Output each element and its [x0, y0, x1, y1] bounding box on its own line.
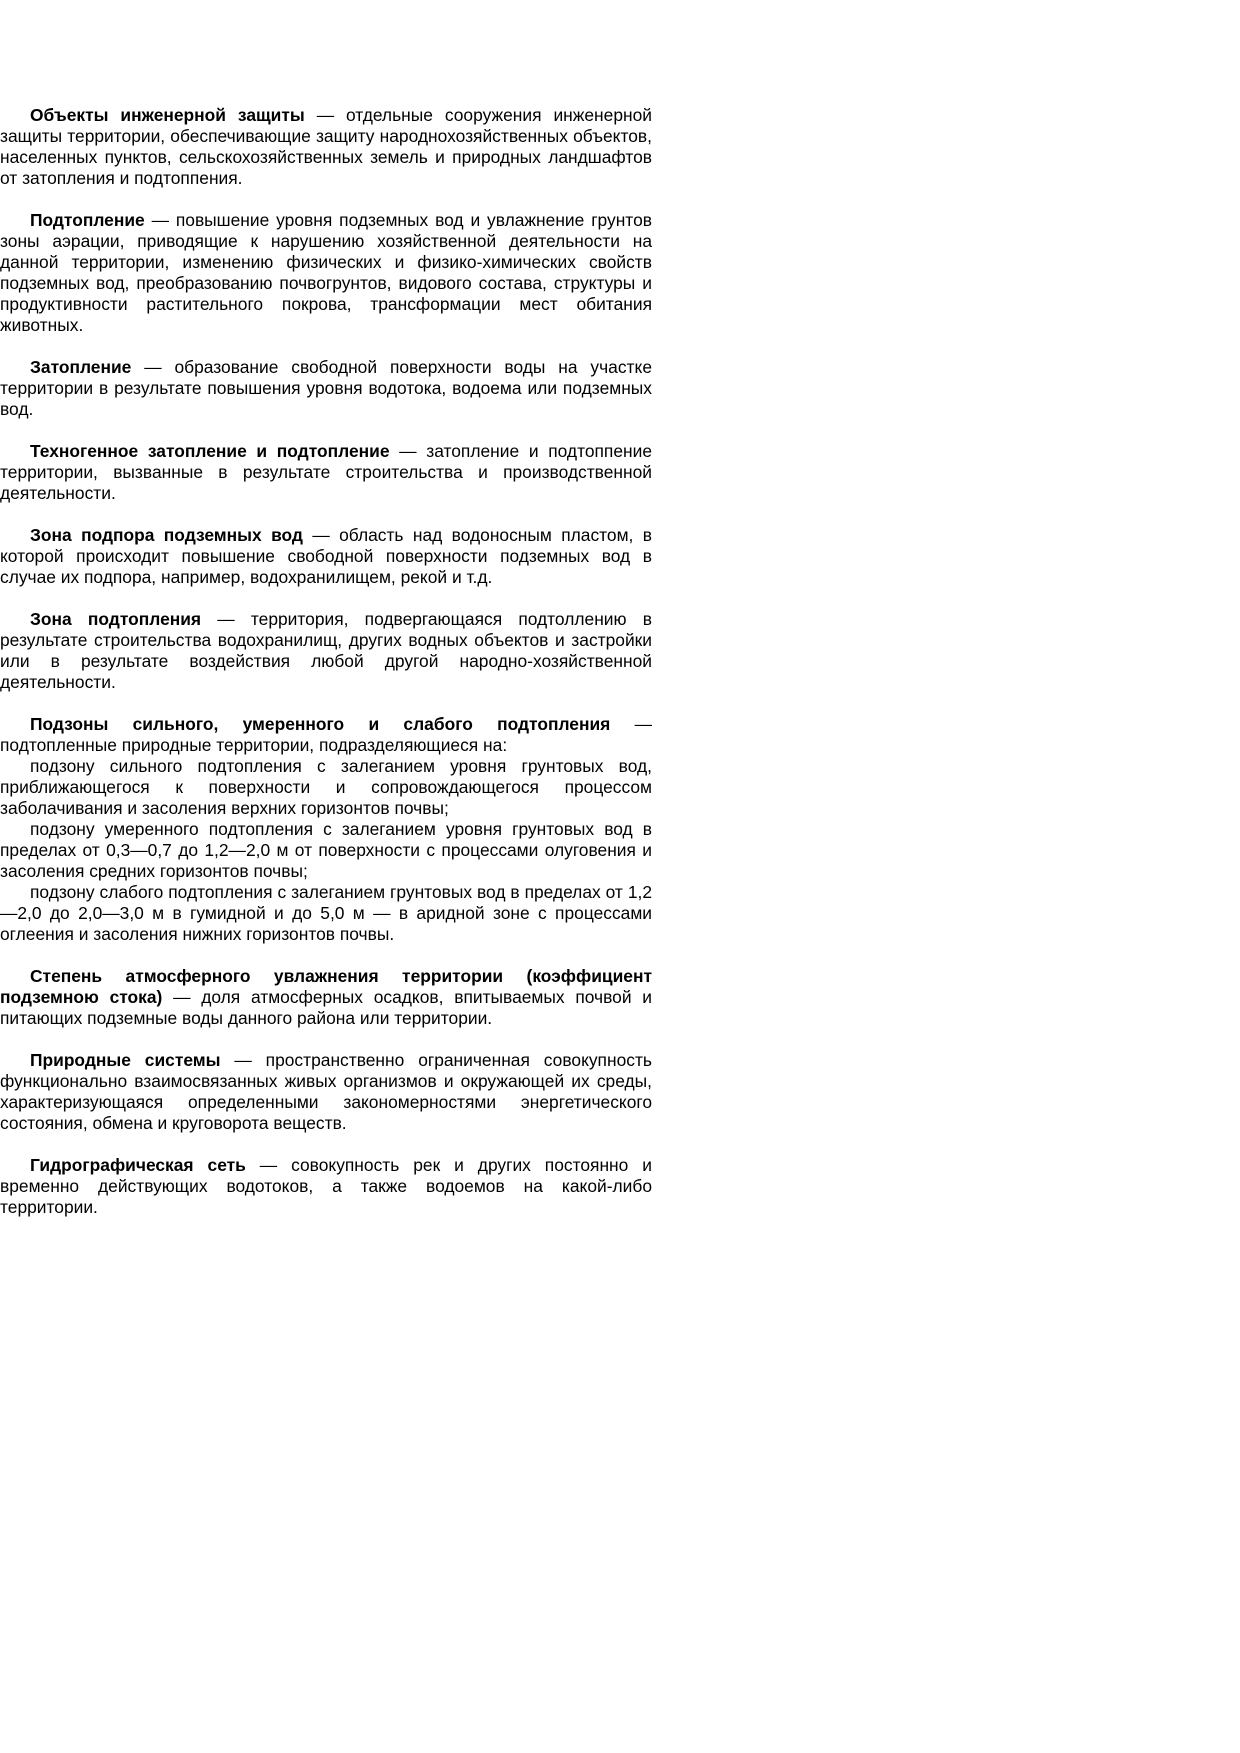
definition-paragraph — [0, 1050, 652, 1134]
definition-entry — [0, 525, 652, 588]
definition-text: — доля атмосферных осадков, впитываемых почвой и питающих подземные воды данного района или территории. — [0, 987, 652, 1028]
definition-term: Объекты инженерной защиты — [30, 105, 305, 125]
subzone-paragraph: подзону сильного подтопления с залеганием уровня грунтовых вод, приближающегося к поверхности и сопровождающегося процессом заболачивания и засоления верхних горизонтов почвы; — [0, 756, 652, 818]
definition-text: — подтопленные природные территории, подразделяющиеся на: — [0, 714, 652, 755]
definition-term: Подзоны сильного, умеренного и слабого подтопления — [30, 714, 611, 734]
definition-entry — [0, 1155, 652, 1218]
definition-paragraph — [0, 441, 652, 504]
definition-text: — отдельные сооружения инженерной защиты территории, обеспечивающие защиту народнохозяйственных объектов, населенных пунктов, сельскохозяйственных земель и природных ландшафтов от затопления и подтоппения. — [0, 105, 652, 188]
definition-paragraph — [0, 525, 652, 588]
definition-entry — [0, 966, 652, 1029]
document-page — [0, 105, 652, 1239]
definition-text: — затопление и подтоппение территории, вызванные в результате строительства и производственной деятельности. — [0, 441, 653, 503]
definition-term: Техногенное затопление и подтопление — [30, 441, 390, 461]
definition-paragraph — [0, 105, 652, 189]
definition-entry — [0, 105, 652, 189]
definition-text: — область над водоносным пластом, в которой происходит повышение свободной поверхности подземных вод в случае их подпора, например, водохранилищем, рекой и т.д. — [0, 525, 652, 587]
definition-term: Зона подпора подземных вод — [30, 525, 303, 545]
definition-term: Зона подтопления — [30, 609, 202, 629]
definition-entry — [0, 714, 652, 945]
definition-text: — образование свободной поверхности воды на участке территории в результате повышения уровня водотока, водоема или подземных вод. — [0, 357, 652, 419]
definition-paragraph — [0, 966, 652, 1029]
definition-term: Гидрографическая сеть — [30, 1155, 246, 1175]
definition-entry — [0, 441, 652, 504]
definition-entry — [0, 210, 652, 336]
definition-term: Степень атмосферного увлажнения территории (коэффициент подземною стока) — [0, 966, 652, 1007]
definition-paragraph — [0, 210, 652, 336]
subzone-paragraph: подзону умеренного подтопления с залеганием уровня грунтовых вод в пределах от 0,3—0,7 до 1,2—2,0 м от поверхности с процессами олуговения и засоления средних горизонтов почвы; — [0, 819, 652, 881]
definition-term: Подтопление — [30, 210, 145, 230]
definition-text: — территория, подвергающаяся подтоллению в результате строительства водохранилищ, других водных объектов и застройки или в результате воздействия любой другой народно-хозяйственной деятельности. — [0, 609, 652, 692]
definition-term: Природные системы — [30, 1050, 221, 1070]
definition-paragraph — [0, 714, 652, 756]
definition-text: — совокупность рек и других постоянно и временно действующих водотоков, а также водоемов на какой-либо территории. — [0, 1155, 652, 1217]
definition-text: — пространственно ограниченная совокупность функционально взаимосвязанных живых организмов и окружающей их среды, характеризующаяся определенными закономерностями энергетического состояния, обмена и круговорота веществ. — [0, 1050, 652, 1133]
definition-entry — [0, 609, 652, 693]
definition-entry — [0, 357, 652, 420]
definition-paragraph — [0, 609, 652, 693]
definition-paragraph — [0, 1155, 652, 1218]
definition-entry — [0, 1050, 652, 1134]
subzone-paragraph: подзону слабого подтопления с залеганием грунтовых вод в пределах от 1,2—2,0 до 2,0—3,0 м в гумидной и до 5,0 м — в аридной зоне с процессами оглеения и засоления нижних горизонтов почвы. — [0, 882, 652, 944]
definition-text: — повышение уровня подземных вод и увлажнение грунтов зоны аэрации, приводящие к нарушению хозяйственной деятельности на данной территории, изменению физических и физико-химических свойств подземных вод, преобразованию почвогрунтов, видового состава, структуры и продуктивности растительного покрова, трансформации мест обитания животных. — [0, 210, 652, 335]
definition-term: Затопление — [30, 357, 132, 377]
definition-paragraph — [0, 357, 652, 420]
